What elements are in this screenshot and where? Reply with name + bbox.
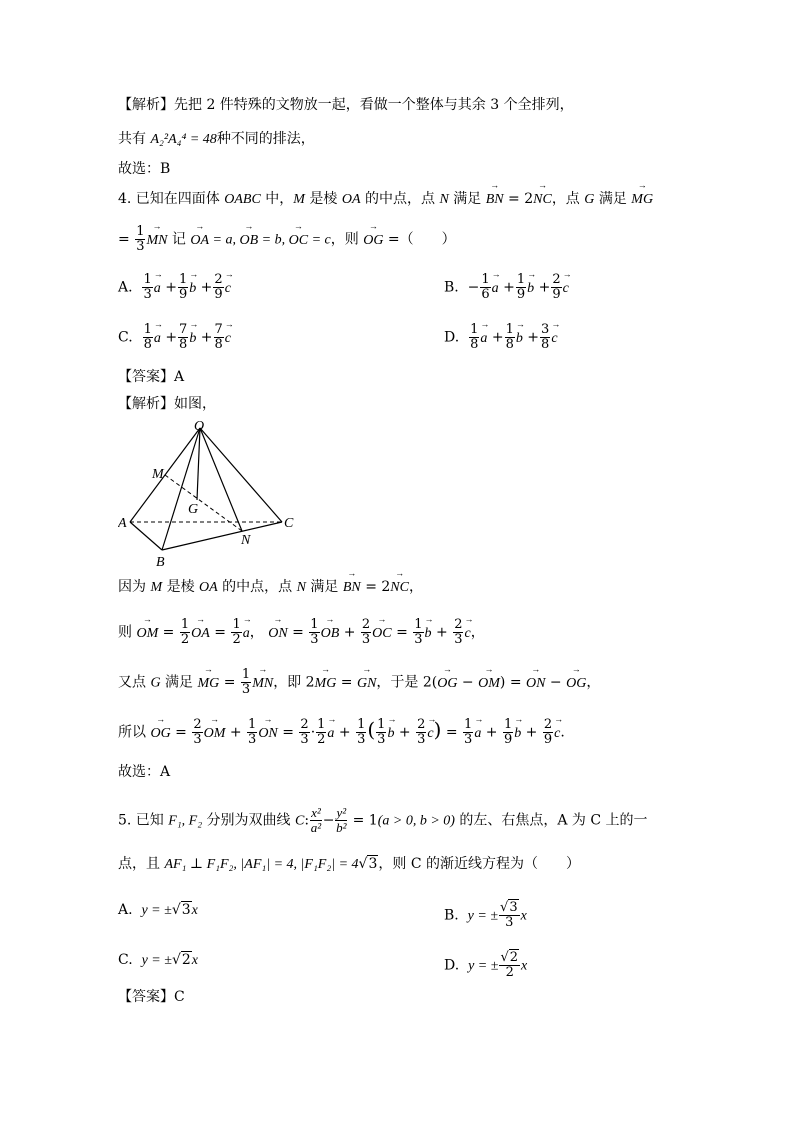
q5-answer: 【答案】C <box>118 989 185 1005</box>
option-label: D. <box>444 329 460 346</box>
option-label: D. <box>444 957 460 974</box>
den: 3 <box>143 287 152 302</box>
text: = 2 <box>503 191 534 207</box>
sign: + <box>165 279 177 296</box>
text: 是棱 <box>304 191 342 207</box>
text: 共有 <box>118 131 151 147</box>
q5-option-a[interactable]: A. y = ±√3x <box>118 902 198 918</box>
den: 6 <box>481 287 490 302</box>
var: N <box>296 580 306 595</box>
text: 点，且 <box>118 856 165 872</box>
text: = a, <box>209 232 240 248</box>
var: F₁, F₂ <box>168 813 203 829</box>
q4-sol-line2: 则 → OM = $\frac{1}{2}$ → OA = $\frac{1}{2}$ → a， → ON = $\frac{1}{3}$ → OB + $\frac{2}{3}$ → OC = $\frac{1}{3}$ → b + $\frac{2}{3}$ → c， <box>118 618 485 647</box>
radicand: 2 <box>181 952 191 968</box>
q4-option-d[interactable]: D. $\frac{1}{8}$ → a + $\frac{1}{8}$ → b + $\frac{3}{8}$ → c <box>444 323 558 352</box>
label-g: G <box>188 502 199 517</box>
var: OA <box>341 192 361 207</box>
den: 8 <box>541 337 550 352</box>
text: ，点 <box>551 191 585 207</box>
vector: → MN <box>146 232 167 250</box>
var: M <box>293 192 305 207</box>
option-label: B. <box>444 907 459 924</box>
num: 7 <box>214 322 223 337</box>
q5-stem-line2: 点，且 AF₁ ⊥ F₁F₂, |AF₁| = 4, |F₁F₂| = 4√3，则 C 的渐近线方程为（ ） <box>118 856 580 872</box>
fraction <box>540 323 550 352</box>
vector: → BN <box>486 191 504 209</box>
var: OA <box>199 580 218 595</box>
sign: + <box>200 279 213 296</box>
den: 3 <box>136 239 145 254</box>
num: 1 <box>143 322 152 337</box>
formula: y = ± <box>468 958 499 974</box>
q4-analysis: 【解析】如图， <box>118 396 216 412</box>
segment-on <box>200 428 242 531</box>
label-n: N <box>241 533 251 548</box>
den: 9 <box>552 287 561 302</box>
text: 则 <box>118 624 137 641</box>
text: 中， <box>260 191 294 207</box>
text: ，即 2 <box>273 674 315 691</box>
fraction <box>480 273 490 302</box>
num: 1 <box>136 224 145 239</box>
q4-option-a[interactable]: A. $\frac{1}{3}$ → a + $\frac{1}{9}$ → b + $\frac{2}{9}$ → c <box>118 273 231 302</box>
fraction <box>142 273 152 302</box>
q4-sol-line1: 因为 M 是棱 OA 的中点，点 N 满足 → BN = 2→ NC， <box>118 578 423 597</box>
fraction <box>178 273 188 302</box>
var: OABC <box>224 192 261 207</box>
text: ，则 C 的渐近线方程为（ ） <box>378 856 580 872</box>
sign: + <box>527 329 540 346</box>
text: 种不同的排法， <box>216 131 315 147</box>
den: 9 <box>516 287 526 302</box>
fraction <box>214 323 224 352</box>
num: 2 <box>552 272 561 287</box>
den: 8 <box>179 337 188 352</box>
var: G <box>150 675 161 691</box>
p3-count-line <box>118 130 315 149</box>
vector: → OG <box>363 232 383 250</box>
vector: → NC <box>533 191 552 209</box>
formula: y = ± <box>141 903 172 918</box>
num: 7 <box>179 322 188 337</box>
q5-option-c[interactable]: C. y = ±√2x <box>118 952 198 968</box>
radicand: 3 <box>368 856 378 872</box>
num: 1 <box>470 322 479 337</box>
num: 1 <box>481 272 490 287</box>
edge-oc <box>200 428 282 522</box>
text: 分别为双曲线 <box>202 812 296 829</box>
den: 8 <box>143 337 152 352</box>
label-m: M <box>152 467 164 482</box>
vector: → OA <box>190 232 209 250</box>
text: 记 <box>167 231 191 248</box>
num: 1 <box>178 272 188 287</box>
option-label: B. <box>444 279 459 296</box>
option-label: A. <box>118 279 133 296</box>
edge-ab <box>130 522 162 550</box>
text: 满足 <box>448 191 486 207</box>
den: 8 <box>505 337 514 352</box>
var: M <box>150 580 163 595</box>
segment-og <box>197 428 200 500</box>
sign: − <box>467 279 480 296</box>
fraction <box>505 323 515 352</box>
text: 所以 <box>118 724 151 741</box>
var: x <box>191 903 198 918</box>
fraction <box>551 273 561 302</box>
q4-sol-line3: 又点 G 满足 → MG = $\frac{1}{3}$ → MN，即 2→ MG = → GN，于是 2(→ OG − → OM) = → ON − → OG， <box>118 668 600 697</box>
fraction <box>178 323 188 352</box>
text: = 2 <box>360 579 391 595</box>
var: C <box>295 813 305 829</box>
q5-option-b[interactable]: B. y = ± $\frac{√3}{3}$ x <box>444 900 527 930</box>
formula: A₂²A₄⁴ = 48 <box>150 132 217 147</box>
sign: + <box>165 329 178 346</box>
sign: + <box>503 279 515 296</box>
option-label: C. <box>118 329 133 346</box>
text: 的中点，点 <box>360 191 440 207</box>
text: ，则 <box>330 231 364 248</box>
den: 8 <box>470 337 479 352</box>
sign: + <box>200 329 213 346</box>
text: ，于是 2( <box>376 674 438 691</box>
fraction <box>516 273 526 302</box>
q4-sol-line4: 所以 → OG = $\frac{2}{3}$ → OM + $\frac{1}{3}$ → ON = $\frac{2}{3}$ · $\frac{1}{2}$ → a + $\frac{1}{3}$ ( $\frac{1}{3}$ → b + $\frac{2}{3}$ → c) = $\frac{1}{3}$ → a + $\frac{1}{9}$ → b + $\frac{2}{9}$ → c. <box>118 718 565 747</box>
den: 9 <box>178 287 188 302</box>
fraction <box>213 273 223 302</box>
option-label: C. <box>118 952 133 968</box>
condition: (a > 0, b > 0) <box>377 813 455 829</box>
option-label: A. <box>118 902 133 918</box>
formula: y = ± <box>141 953 172 968</box>
fraction <box>143 323 153 352</box>
q5-stem-line1: 5. 已知 F₁, F₂ 分别为双曲线 C: $\frac{\text{x²}}{\text{a²}}$ − $\frac{\text{y²}}{\text{b²}}$ = 1(a > 0, b > 0) 的左、右焦点，A 为 C 上的一 <box>118 805 648 835</box>
q4-answer: 【答案】A <box>118 369 185 385</box>
edge-ob <box>162 428 200 550</box>
label-o: O <box>194 419 205 434</box>
fraction <box>469 323 479 352</box>
sign: + <box>491 329 504 346</box>
formula: AF₁ ⊥ F₁F₂, |AF₁| = 4, |F₁F₂| = 4 <box>164 857 359 872</box>
vector: → MG <box>631 191 653 209</box>
text: 4. 已知在四面体 <box>118 191 225 207</box>
sign: + <box>538 279 551 296</box>
q4-choice: 故选：A <box>118 764 171 780</box>
den: 9 <box>214 287 223 302</box>
text: = b, <box>258 232 289 248</box>
text: 满足 <box>305 579 343 595</box>
text: 是棱 <box>162 579 200 595</box>
label-b: B <box>156 555 165 568</box>
text: 的左、右焦点，A 为 C 上的一 <box>454 812 648 829</box>
vector: → OB <box>240 232 259 250</box>
text: 的中点，点 <box>217 579 297 595</box>
text: = 1 <box>348 812 378 829</box>
p3-analysis-line: 【解析】先把 2 件特殊的文物放一起，看做一个整体与其余 3 个全排列， <box>118 97 574 113</box>
tetrahedron-figure <box>118 418 308 568</box>
edge-bc <box>162 522 282 550</box>
label-a: A <box>118 516 127 531</box>
num: 1 <box>143 272 152 287</box>
q4-option-b[interactable]: B. − $\frac{1}{6}$ → a + $\frac{1}{9}$ → b + $\frac{2}{9}$ → c <box>444 273 569 302</box>
text: 因为 <box>118 579 151 595</box>
var: G <box>584 192 595 207</box>
q4-option-c[interactable]: C. $\frac{1}{8}$ → a + $\frac{7}{8}$ → b + $\frac{7}{8}$ → c <box>118 323 231 352</box>
text: 满足 <box>594 191 632 207</box>
text: =（ ） <box>383 231 456 248</box>
p3-choice: 故选：B <box>118 161 171 177</box>
text: 5. 已知 <box>118 812 169 829</box>
formula: y = ± <box>467 908 499 924</box>
num: 2 <box>214 272 223 287</box>
q5-option-d[interactable]: D. y = ± $\frac{√2}{2}$ x <box>444 950 528 980</box>
text: 又点 <box>118 674 151 691</box>
text: = c <box>308 232 331 248</box>
vector: → OC <box>289 232 308 250</box>
text: 满足 <box>160 674 198 691</box>
label-c: C <box>284 516 294 531</box>
den: 8 <box>214 337 223 352</box>
num: 1 <box>516 272 526 287</box>
vector: → NC <box>390 579 409 597</box>
fraction <box>135 225 145 254</box>
var: N <box>439 192 449 207</box>
q4-stem-line2 <box>118 225 456 254</box>
vector: → BN <box>343 579 361 597</box>
text: = <box>118 231 135 248</box>
num: 1 <box>505 322 514 337</box>
q4-stem-line1 <box>118 190 653 209</box>
num: 3 <box>541 322 550 337</box>
